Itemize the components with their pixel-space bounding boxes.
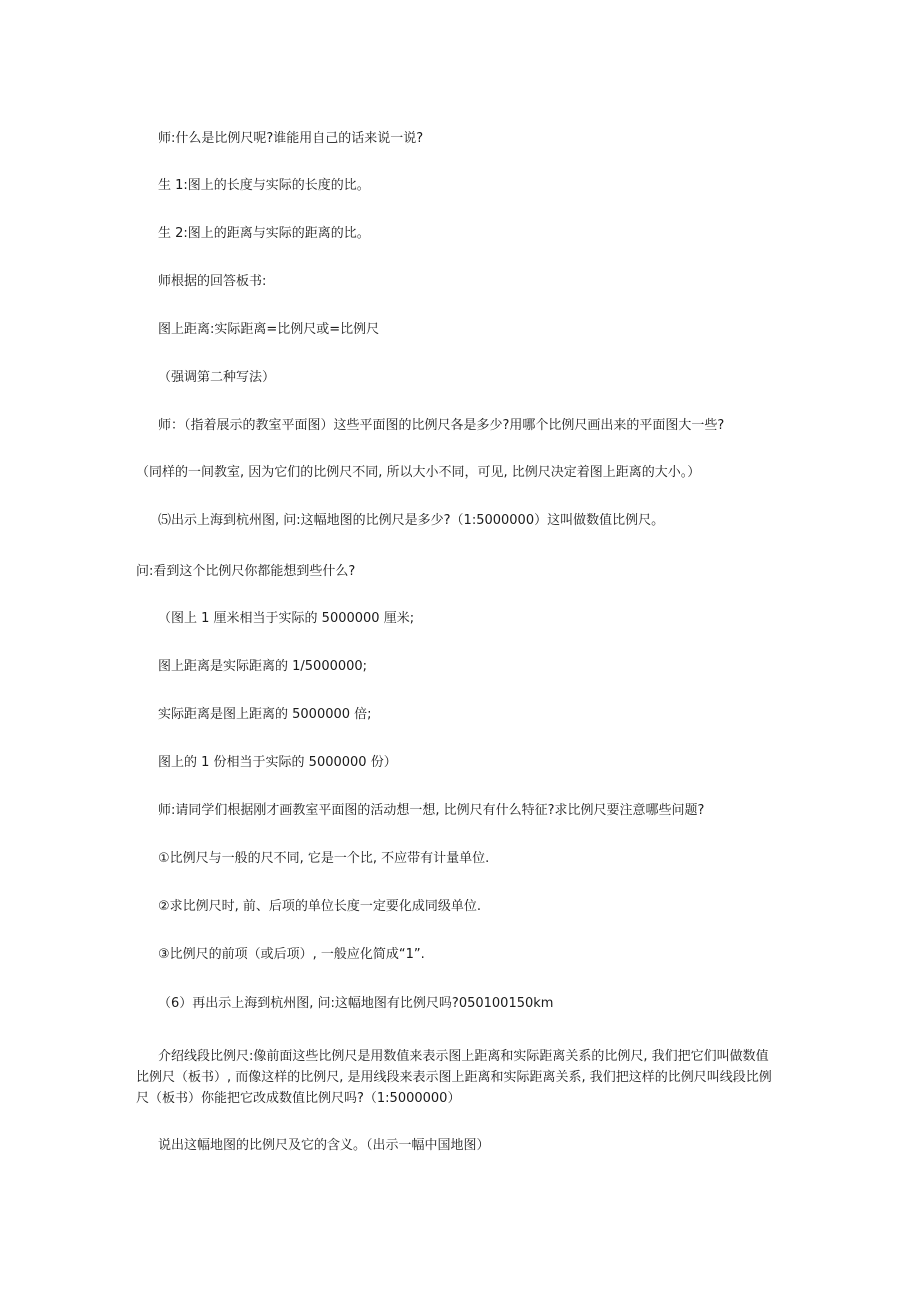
student-2-answer: 生 2:图上的距离与实际的距离的比。 (158, 226, 370, 241)
feature-3: ③比例尺的前项（或后项）, 一般应化简成“1”. (158, 947, 425, 962)
meaning-line-3: 实际距离是图上距离的 5000000 倍; (158, 707, 372, 722)
teacher-floorplan-question: 师：（指着展示的教室平面图）这些平面图的比例尺各是多少?用哪个比例尺画出来的平面图大一些? (158, 418, 725, 433)
feature-1: ①比例尺与一般的尺不同, 它是一个比, 不应带有计量单位. (158, 851, 490, 866)
student-1-answer: 生 1:图上的长度与实际的长度的比。 (158, 178, 370, 193)
floorplan-explanation: （同样的一间教室, 因为它们的比例尺不同, 所以大小不同，可见, 比例尺决定着图上距离的大小。） (136, 465, 701, 480)
teacher-question-scale: 师:什么是比例尺呢?谁能用自己的话来说一说? (158, 131, 424, 146)
meaning-line-4: 图上的 1 份相当于实际的 5000000 份） (158, 755, 397, 770)
line-scale-introduction: 介绍线段比例尺:像前面这些比例尺是用数值来表示图上距离和实际距离关系的比例尺, 我们把它们叫做数值比例尺（板书）, 而像这样的比例尺, 是用线段来表示图上距离和实际距离关系, 我们把这样的比例尺叫线段比例尺（板书）你能把它改成数值比例尺吗?（1:5000000） (136, 1049, 772, 1106)
china-map-task: 说出这幅地图的比例尺及它的含义。（出示一幅中国地图） (158, 1138, 490, 1153)
meaning-line-2: 图上距离是实际距离的 1/5000000; (158, 659, 368, 674)
feature-2: ②求比例尺时, 前、后项的单位长度一定要化成同级单位. (158, 899, 482, 914)
line-scale-map-question: （6）再出示上海到杭州图, 问:这幅地图有比例尺吗?050100150km (158, 996, 554, 1011)
teacher-features-question: 师:请同学们根据刚才画教室平面图的活动想一想, 比例尺有什么特征?求比例尺要注意哪些问题? (158, 803, 705, 818)
scale-formula: 图上距离:实际距离=比例尺或=比例尺 (158, 322, 380, 337)
meaning-line-1: （图上 1 厘米相当于实际的 5000000 厘米; (158, 611, 415, 626)
teacher-board-note: 师根据的回答板书: (158, 274, 267, 289)
scale-thinking-question: 问:看到这个比例尺你都能想到些什么? (136, 564, 356, 579)
emphasis-note: （强调第二种写法） (158, 370, 276, 385)
shanghai-hangzhou-map-question: ⑸出示上海到杭州图, 问:这幅地图的比例尺是多少?（1:5000000）这叫做数值比例尺。 (158, 513, 665, 528)
